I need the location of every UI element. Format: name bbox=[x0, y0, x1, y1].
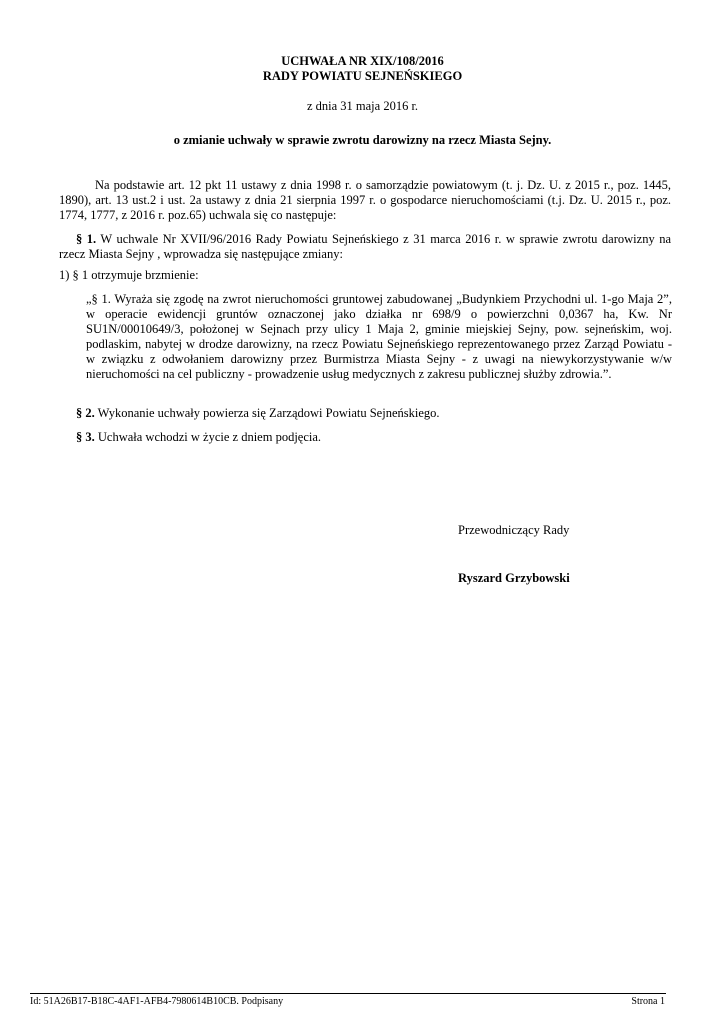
amended-text-quote: „§ 1. Wyraża się zgodę na zwrot nieruchomości gruntowej zabudowanej „Budynkiem Przychodni ul. 1-go Maja 2”, w operacie ewidencji gruntów oznaczonej jako działka nr 698/9 o powierzchni 0,0367 ha, Kw. Nr SU1N/00010649/3, położonej w Sejnach przy ulicy 1 Maja 2, gminie miejskiej Sejny, pow. sejneńskim, woj. podlaskim, nabytej w drodze darowizny, na rzecz Powiatu Sejneńskiego reprezentowanego przez Zarząd Powiatu - w związku z odwołaniem darowizny przez Burmistrza Miasta Sejny - z uwagi na niewykorzystywanie w/w nieruchomości na cel publiczny - prowadzenie usług medycznych z zakresu publicznej służby zdrowia.”. bbox=[86, 292, 672, 381]
amendment-item-1: 1) § 1 otrzymuje brzmienie: bbox=[59, 268, 199, 282]
signatory-role: Przewodniczący Rady bbox=[458, 523, 570, 537]
resolution-subject: o zmianie uchwały w sprawie zwrotu darowizny na rzecz Miasta Sejny. bbox=[173, 133, 552, 147]
resolution-date: z dnia 31 maja 2016 r. bbox=[306, 99, 419, 113]
document-id: Id: 51A26B17-B18C-4AF1-AFB4-7980614B10CB. Podpisany bbox=[30, 996, 284, 1007]
footer-divider bbox=[30, 993, 666, 994]
section-2-text: Wykonanie uchwały powierza się Zarządowi Powiatu Sejneńskiego. bbox=[94, 406, 440, 420]
section-1-text: W uchwale Nr XVII/96/2016 Rady Powiatu Sejneńskiego z 31 marca 2016 r. w sprawie zwrotu darowizny na rzecz Miasta Sejny , wprowadza się następujące zmiany: bbox=[59, 232, 671, 261]
legal-basis-paragraph: Na podstawie art. 12 pkt 11 ustawy z dnia 1998 r. o samorządzie powiatowym (t. j. Dz. U. z 2015 r., poz. 1445, 1890), art. 13 ust.2 i ust. 2a ustawy z dnia 21 sierpnia 1997 r. o gospodarce nieruchomościami (t.j. Dz. U. 2015 r., poz. 1774, 1777, z 2016 r. poz.65) uchwala się co następuje: bbox=[59, 178, 671, 222]
section-1 bbox=[59, 232, 671, 262]
signatory-name: Ryszard Grzybowski bbox=[458, 571, 570, 585]
section-2 bbox=[76, 406, 440, 421]
page-number: Strona 1 bbox=[631, 996, 665, 1007]
section-1-label: § 1. bbox=[76, 232, 97, 246]
council-name: RADY POWIATU SEJNEŃSKIEGO bbox=[262, 69, 463, 83]
section-3 bbox=[76, 430, 321, 445]
section-3-label: § 3. bbox=[76, 430, 95, 444]
section-2-label: § 2. bbox=[76, 406, 95, 420]
resolution-number: UCHWAŁA NR XIX/108/2016 bbox=[281, 54, 444, 68]
section-3-text: Uchwała wchodzi w życie z dniem podjęcia. bbox=[94, 430, 322, 444]
